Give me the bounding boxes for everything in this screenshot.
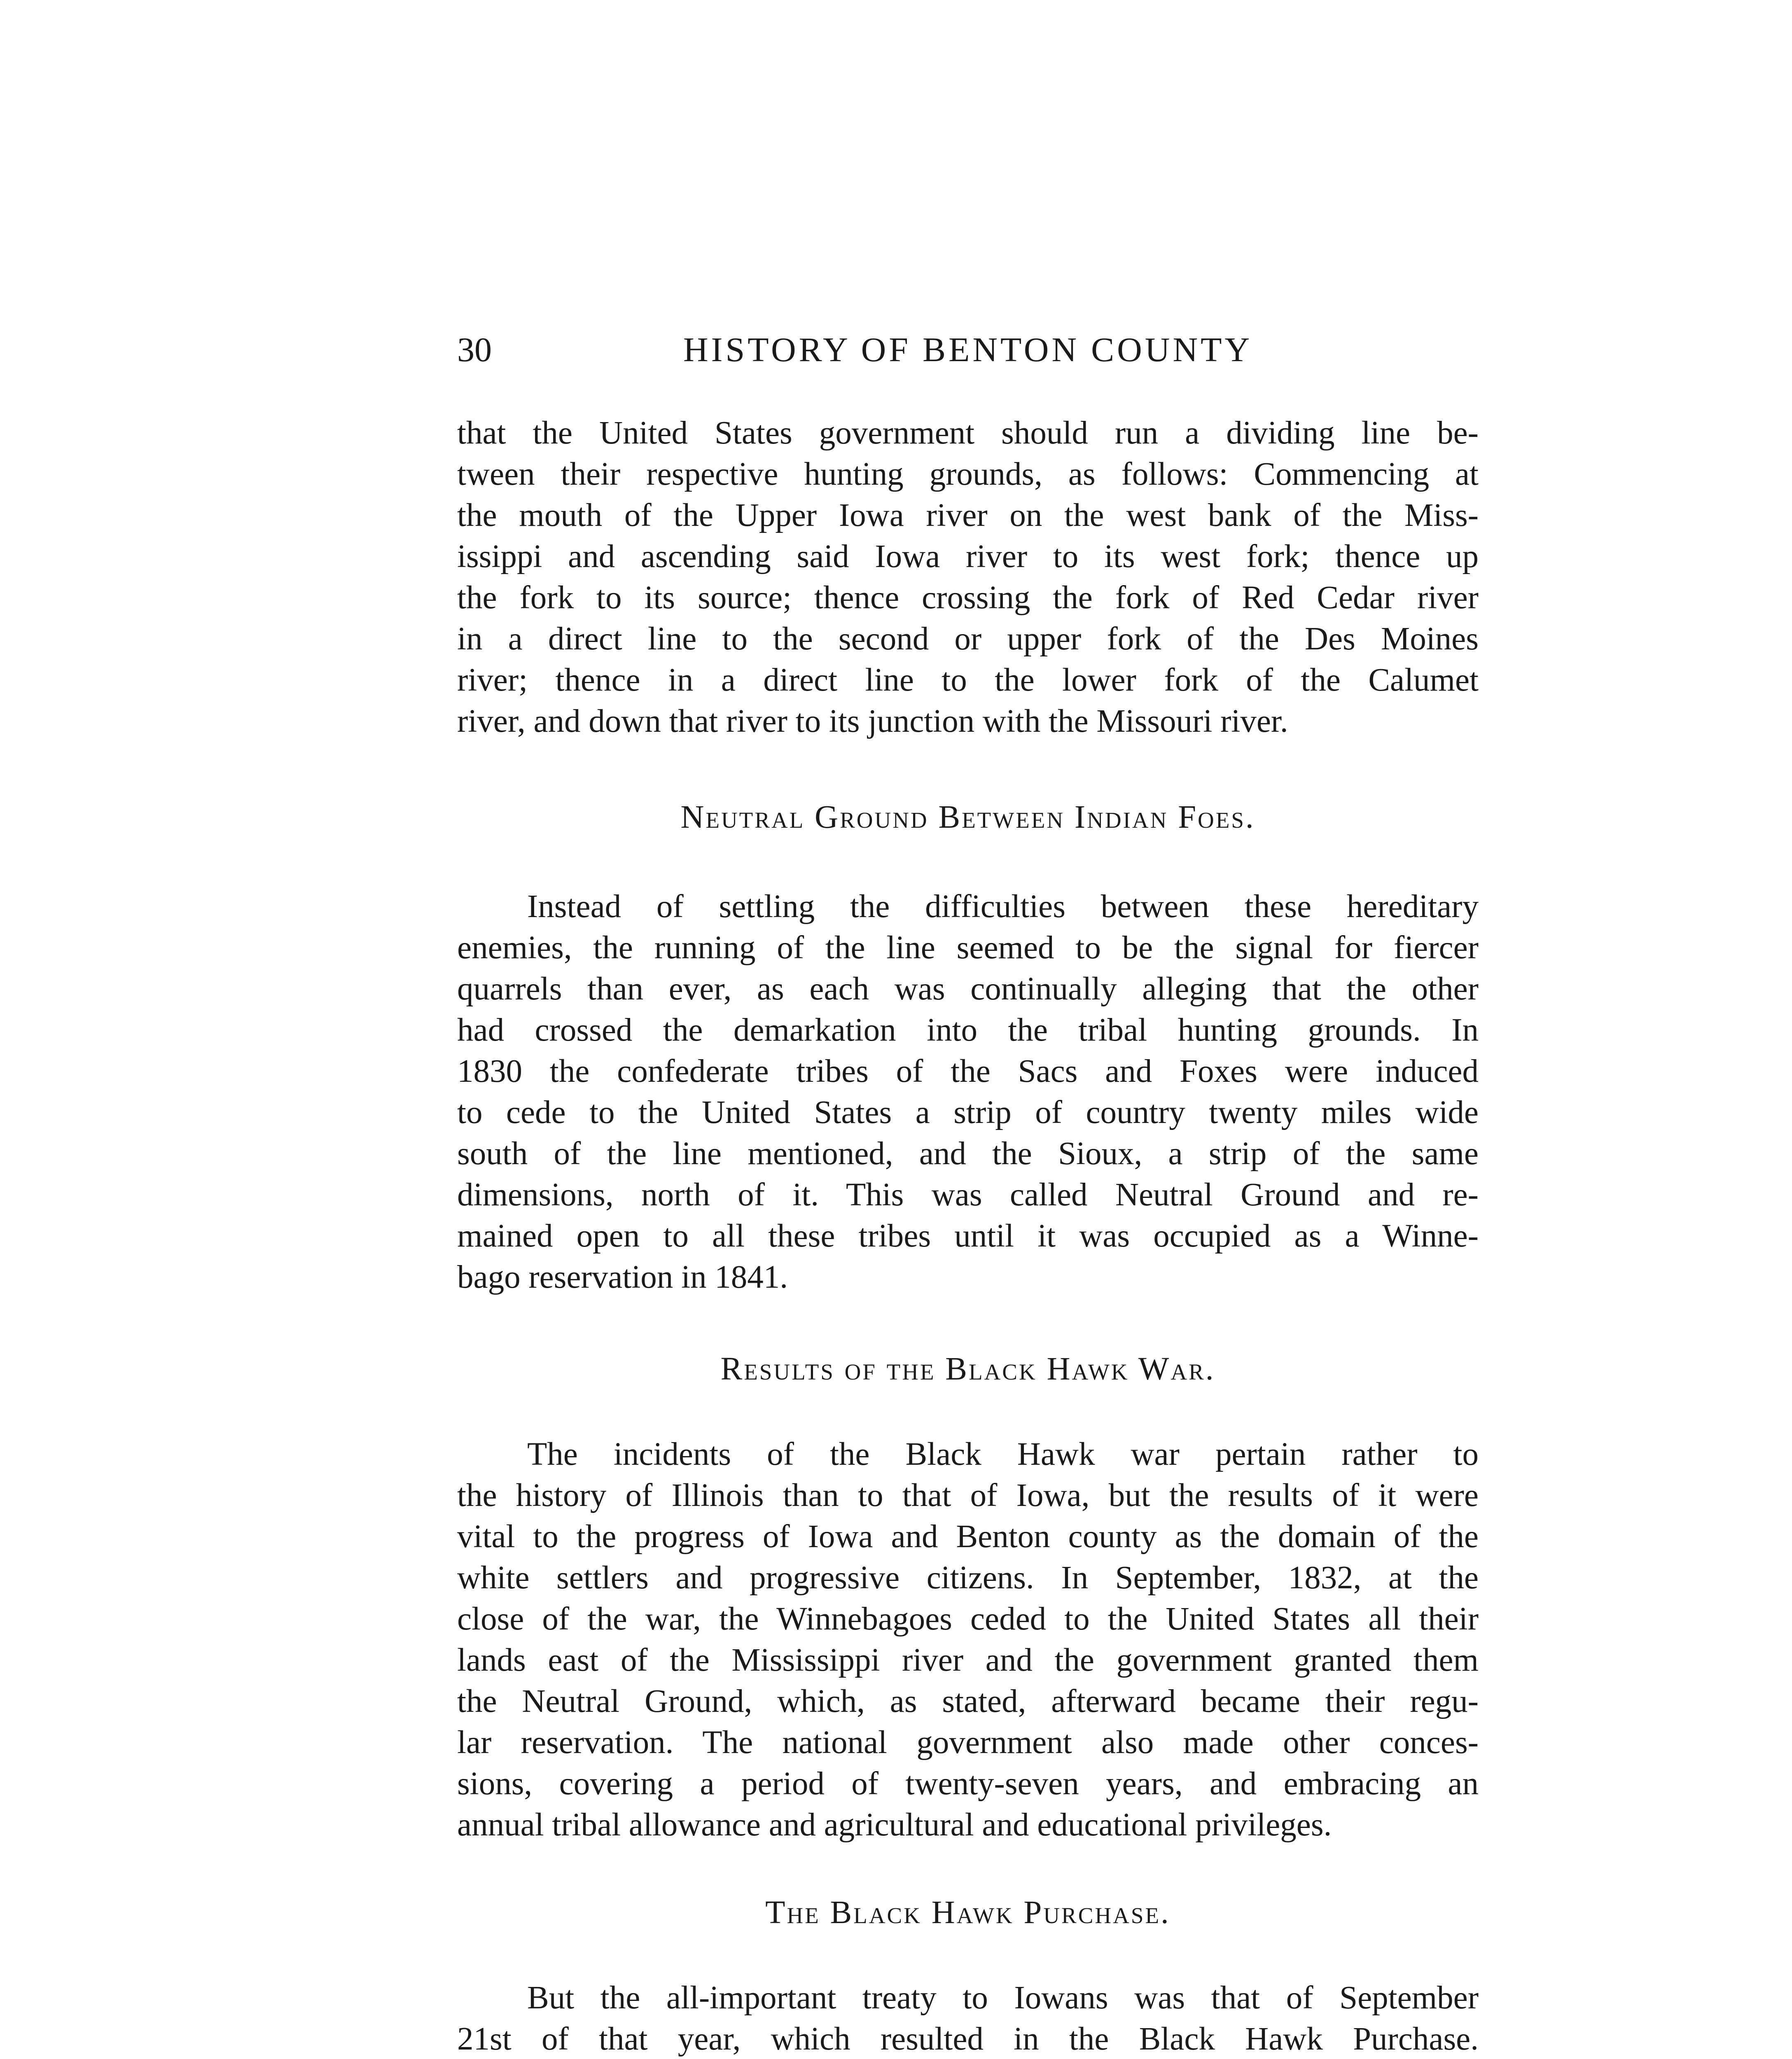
text-line: The incidents of the Black Hawk war pertain rather to — [527, 1436, 1479, 1472]
text-line: vital to the progress of Iowa and Benton county as the domain of the — [457, 1519, 1479, 1555]
text-line: annual tribal allowance and agricultural and educational privileges. — [457, 1807, 1332, 1843]
running-title: HISTORY OF BENTON COUNTY — [683, 331, 1253, 369]
text-line: Instead of settling the difficulties between these hereditary — [527, 889, 1479, 924]
text-line: lands east of the Mississippi river and the government granted them — [457, 1642, 1479, 1678]
text-line: to cede to the United States a strip of country twenty miles wide — [457, 1095, 1479, 1130]
text-line: river; thence in a direct line to the lower fork of the Calumet — [457, 662, 1479, 698]
text-line: had crossed the demarkation into the tribal hunting grounds. In — [457, 1012, 1479, 1048]
text-line: 1830 the confederate tribes of the Sacs and Foxes were induced — [457, 1053, 1479, 1089]
text-line: the Neutral Ground, which, as stated, afterward became their regu- — [457, 1683, 1479, 1719]
text-line: mained open to all these tribes until it was occupied as a Winne- — [457, 1218, 1479, 1254]
text-line: lar reservation. The national government also made other conces- — [457, 1725, 1479, 1760]
section-heading-neutral-ground: Neutral Ground Between Indian Foes. — [680, 799, 1255, 835]
text-line: the mouth of the Upper Iowa river on the west bank of the Miss- — [457, 497, 1479, 533]
page-number: 30 — [457, 331, 492, 369]
text-line: river, and down that river to its junction with the Missouri river. — [457, 703, 1288, 739]
running-head — [457, 325, 1479, 375]
section-heading-black-hawk-war: Results of the Black Hawk War. — [720, 1351, 1215, 1387]
section-heading-black-hawk-purchase: The Black Hawk Purchase. — [765, 1895, 1171, 1931]
text-line: south of the line mentioned, and the Sioux, a strip of the same — [457, 1136, 1479, 1172]
text-line: in a direct line to the second or upper fork of the Des Moines — [457, 621, 1479, 657]
text-line: dimensions, north of it. This was called Neutral Ground and re- — [457, 1177, 1479, 1213]
text-line: issippi and ascending said Iowa river to its west fork; thence up — [457, 539, 1479, 574]
text-line: close of the war, the Winnebagoes ceded to the United States all their — [457, 1601, 1479, 1637]
text-line: the fork to its source; thence crossing the fork of Red Cedar river — [457, 580, 1479, 616]
text-line: bago reservation in 1841. — [457, 1259, 788, 1295]
text-line: the history of Illinois than to that of Iowa, but the results of it were — [457, 1478, 1479, 1513]
text-line: But the all-important treaty to Iowans was that of September — [527, 1980, 1479, 2016]
text-line: 21st of that year, which resulted in the Black Hawk Purchase. — [457, 2021, 1479, 2057]
text-line: enemies, the running of the line seemed to be the signal for fiercer — [457, 930, 1479, 966]
text-line: tween their respective hunting grounds, as follows: Commencing at — [457, 456, 1479, 492]
text-line: white settlers and progressive citizens. In September, 1832, at the — [457, 1560, 1479, 1596]
text-line: that the United States government should run a dividing line be- — [457, 415, 1479, 451]
text-line: quarrels than ever, as each was continually alleging that the other — [457, 971, 1479, 1007]
text-line: sions, covering a period of twenty-seven years, and embracing an — [457, 1766, 1479, 1802]
